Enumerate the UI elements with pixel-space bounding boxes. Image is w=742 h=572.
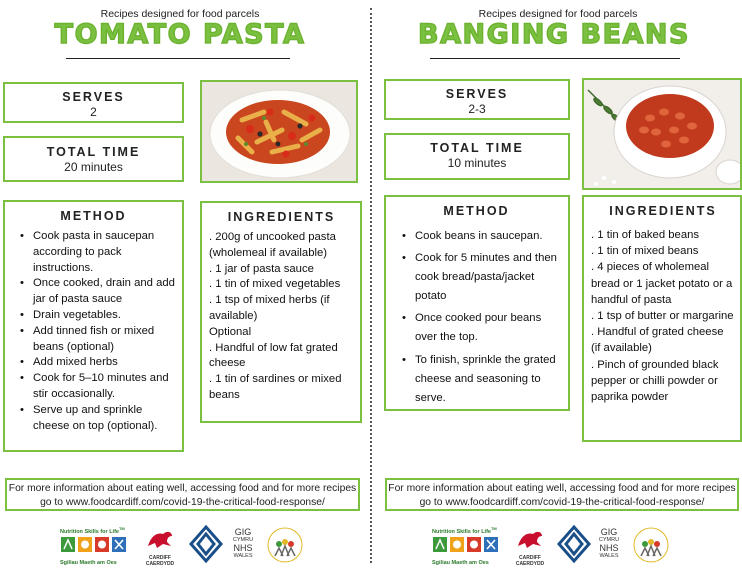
families-first-logo [266, 526, 304, 564]
method-step: • Once cooked pour beans over the top. [402, 312, 542, 344]
method-step: • Once cooked, drain and add jar of pasta sauce [20, 277, 175, 306]
ingredient-item: . Handful of low fat grated cheese [209, 341, 338, 370]
ingredient-item: . 1 tin of baked beans [591, 229, 700, 241]
method-step: • Add tinned fish or mixed beans (optional) [20, 324, 155, 353]
ingredients-list [591, 227, 735, 405]
ingredients-box [200, 201, 362, 423]
dragon-icon [145, 528, 175, 550]
nutrition-skills-logo: Nutrition Skills for Life™ Sgiliau Maeth am Oes [60, 526, 132, 566]
method-label: METHOD [60, 209, 127, 223]
ingredients-box [582, 195, 742, 442]
serves-box [384, 79, 570, 120]
method-step: • Add mixed herbs [20, 356, 118, 369]
beans-bowl-icon [584, 80, 740, 188]
pasta-dish-photo [200, 80, 358, 183]
footer-info: For more information about eating well, accessing food and for more recipes go to www.foodcardiff.com/covid-19-the-critical-food-response/ [385, 478, 739, 511]
tagline: Recipes designed for food parcels [478, 8, 638, 20]
page-divider [370, 8, 372, 563]
cardiff-logo: CARDIFF CAERDYDD [142, 528, 178, 566]
title-underline [430, 58, 680, 59]
ingredient-item: . Handful of grated cheese (if available) [591, 326, 724, 355]
total-time-box [3, 136, 184, 182]
ingredient-item: . 1 tin of mixed beans [591, 245, 699, 258]
ingredient-item: . 1 tsp of mixed herbs (if available) [209, 294, 330, 322]
ingredient-item: Optional [209, 325, 252, 338]
method-step: • Cook for 5 minutes and then cook bread/pasta/jacket potato [402, 252, 557, 303]
method-step: • Serve up and sprinkle cheese on top (optional). [20, 403, 158, 432]
method-step: • To finish, sprinkle the grated cheese and seasoning to serve. [402, 353, 556, 404]
total-time-box [384, 133, 570, 180]
method-box [384, 195, 570, 411]
serves-label: SERVES [445, 87, 509, 101]
method-step: • Cook beans in saucepan. [402, 230, 543, 242]
method-list [19, 229, 176, 434]
beans-bowl-photo [582, 78, 742, 190]
nhs-wales-logo: GIG CYMRU NHS WALES [232, 527, 254, 559]
ingredient-item: . 1 tin of sardines or mixed beans [209, 373, 342, 401]
ingredients-label: INGREDIENTS [227, 210, 336, 224]
title-underline [66, 58, 290, 59]
pasta-plate-icon [202, 82, 356, 181]
ingredients-label: INGREDIENTS [609, 204, 717, 218]
serves-box [3, 82, 184, 123]
total-time-label: TOTAL TIME [430, 141, 524, 155]
method-box [3, 200, 184, 452]
ingredients-list [209, 230, 354, 404]
nutrition-skills-logo: Nutrition Skills for Life™ Sgiliau Maeth am Oes [432, 526, 504, 566]
nhs-wales-logo: GIG CYMRU NHS WALES [598, 527, 620, 559]
ingredient-item: . 1 jar of pasta sauce [209, 262, 314, 275]
footer-info: For more information about eating well, accessing food and for more recipes go to www.foodcardiff.com/covid-19-the-critical-food-response/ [5, 478, 360, 511]
method-step: • Cook for 5–10 minutes and stir occasionally. [20, 372, 169, 400]
cardiff-logo: CARDIFF CAERDYDD [512, 528, 548, 566]
recipe-title: TOMATO PASTA [54, 19, 306, 50]
ingredient-item: . 200g of uncooked pasta (wholemeal if available) [209, 231, 336, 259]
gig-knot-icon [556, 524, 592, 564]
total-time-label: TOTAL TIME [46, 145, 141, 159]
method-list [401, 227, 562, 408]
serves-label: SERVES [62, 90, 125, 104]
dragon-icon [515, 528, 545, 550]
serves-value: 2 [90, 105, 97, 119]
ingredient-item: . Pinch of grounded black pepper or chilli powder or paprika powder [591, 358, 719, 404]
serves-value: 2-3 [468, 102, 486, 116]
recipe-title: BANGING BEANS [418, 19, 690, 50]
total-time-value: 10 minutes [447, 156, 507, 170]
families-first-icon [266, 526, 304, 564]
method-step: • Cook pasta in saucepan according to pack instructions. [20, 230, 155, 274]
method-step: • Drain vegetables. [20, 308, 121, 321]
method-label: METHOD [443, 204, 510, 218]
gig-knot-icon [188, 524, 224, 564]
families-first-logo [632, 526, 670, 564]
ingredient-item: . 4 pieces of wholemeal bread or 1 jacket potato or a handful of pasta [591, 261, 733, 306]
ingredient-item: . 1 tin of mixed vegetables [209, 278, 341, 291]
total-time-value: 20 minutes [64, 160, 123, 174]
tagline: Recipes designed for food parcels [100, 8, 260, 20]
nutrition-icons [60, 535, 130, 555]
nutrition-icons [432, 535, 502, 555]
families-first-icon [632, 526, 670, 564]
ingredient-item: . 1 tsp of butter or margarine [591, 310, 734, 323]
